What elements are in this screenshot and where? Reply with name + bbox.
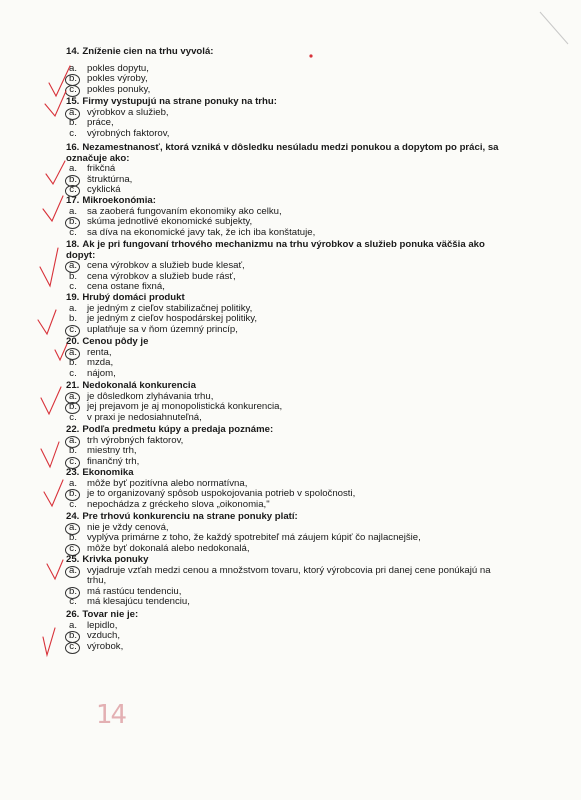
question-25 xyxy=(66,555,506,608)
question-title: 20. Cenou pôdy je xyxy=(66,336,149,347)
option-c: c. nepochádza z gréckeho slova „oikonomia," xyxy=(69,498,270,510)
question-title: 23. Ekonomika xyxy=(66,467,134,478)
question-title: 24. Pre trhovú konkurenciu na strane ponuky platí: xyxy=(66,511,298,522)
option-b: b. vyplýva primárne z toho, že každý spotrebiteľ má záujem kúpiť čo najlacnejšie, xyxy=(68,532,421,544)
question-21 xyxy=(66,381,506,423)
option-b: b. štruktúrna, xyxy=(68,173,133,185)
option-c: c. môže byť dokonalá alebo nedokonalá, xyxy=(66,544,506,555)
option-c: c. v praxi je nedosiahnuteľná, xyxy=(69,411,202,423)
option-a: a. môže byť pozitívna alebo normatívna, xyxy=(68,477,248,489)
option-a: a. trh výrobných faktorov, xyxy=(68,434,184,446)
question-title: 14. Zníženie cien na trhu vyvolá: xyxy=(66,46,214,57)
option-b: b. skúma jednotlivé ekonomické subjekty, xyxy=(68,216,253,228)
option-a: a. vyjadruje vzťah medzi cenou a množstvom tovaru, ktorý výrobcovia pri danej cene ponúkajú na trhu, xyxy=(68,564,491,587)
option-c: c. sa díva na ekonomické javy tak, že ich iba konštatuje, xyxy=(69,226,316,238)
option-b: b. práce, xyxy=(68,117,114,129)
option-b: b. cena výrobkov a služieb bude rásť, xyxy=(68,270,236,282)
question-title: 21. Nedokonalá konkurencia xyxy=(66,380,196,391)
option-c: c. uplatňuje sa v ňom územný princíp, xyxy=(66,325,506,336)
option-c: c. pokles ponuky, xyxy=(66,85,506,96)
option-a: a. frikčná xyxy=(68,163,116,175)
option-b: b. mzda, xyxy=(68,357,114,369)
question-title: 25. Krivka ponuky xyxy=(66,554,149,565)
option-c: c. výrobok, xyxy=(66,642,506,653)
question-14 xyxy=(66,47,506,95)
option-b: b. jej prejavom je aj monopolistická konkurencia, xyxy=(68,401,283,413)
option-a: a. pokles dopytu, xyxy=(68,62,149,74)
option-a: a. renta, xyxy=(68,346,112,358)
page-number: 14 xyxy=(96,700,126,730)
question-18 xyxy=(66,240,506,293)
question-title: 26. Tovar nie je: xyxy=(66,609,139,620)
question-22 xyxy=(66,425,506,467)
option-a: a. nie je vždy cenová, xyxy=(68,521,169,533)
option-a: a. je jedným z cieľov stabilizačnej politiky, xyxy=(68,302,253,314)
question-19 xyxy=(66,293,506,335)
question-16 xyxy=(66,143,506,196)
option-c: c. má klesajúcu tendenciu, xyxy=(69,596,190,608)
option-c: c. finančný trh, xyxy=(66,457,506,468)
option-b: b. pokles výroby, xyxy=(68,73,148,85)
question-20 xyxy=(66,337,506,379)
question-title: 18. Ak je pri fungovaní trhového mechanizmu na trhu výrobkov a služieb ponuka väčšia ako dopyt: xyxy=(66,239,485,261)
question-title: 16. Nezamestnanosť, ktorá vzniká v dôsledku nesúladu medzi ponukou a dopytom po práci, sa označuje ako: xyxy=(66,142,499,164)
question-title: 17. Mikroekonómia: xyxy=(66,195,156,206)
option-a: a. lepidlo, xyxy=(68,619,118,631)
question-23 xyxy=(66,468,506,510)
option-b: b. vzduch, xyxy=(68,630,121,642)
question-title: 22. Podľa predmetu kúpy a predaja poznáme: xyxy=(66,424,274,435)
question-24 xyxy=(66,512,506,554)
question-26 xyxy=(66,610,506,652)
option-a: a. sa zaoberá fungovaním ekonomiky ako celku, xyxy=(68,205,282,217)
question-15 xyxy=(66,97,506,139)
option-c: c. výrobných faktorov, xyxy=(69,127,170,139)
option-a: a. je dôsledkom zlyhávania trhu, xyxy=(68,390,214,402)
question-17 xyxy=(66,196,506,238)
option-a: a. cena výrobkov a služieb bude klesať, xyxy=(68,260,245,272)
option-b: b. má rastúcu tendenciu, xyxy=(68,585,182,597)
option-c: c. cena ostane fixná, xyxy=(69,281,165,293)
option-c: c. nájom, xyxy=(69,367,116,379)
question-title: 15. Firmy vystupujú na strane ponuky na trhu: xyxy=(66,96,277,107)
question-title: 19. Hrubý domáci produkt xyxy=(66,292,185,303)
option-b: b. je to organizovaný spôsob uspokojovania potrieb v spoločnosti, xyxy=(68,488,356,500)
option-b: b. miestny trh, xyxy=(68,445,137,457)
option-c: c. cyklická xyxy=(66,185,506,196)
option-a: a. výrobkov a služieb, xyxy=(68,106,169,118)
option-b: b. je jedným z cieľov hospodárskej politiky, xyxy=(68,313,258,325)
